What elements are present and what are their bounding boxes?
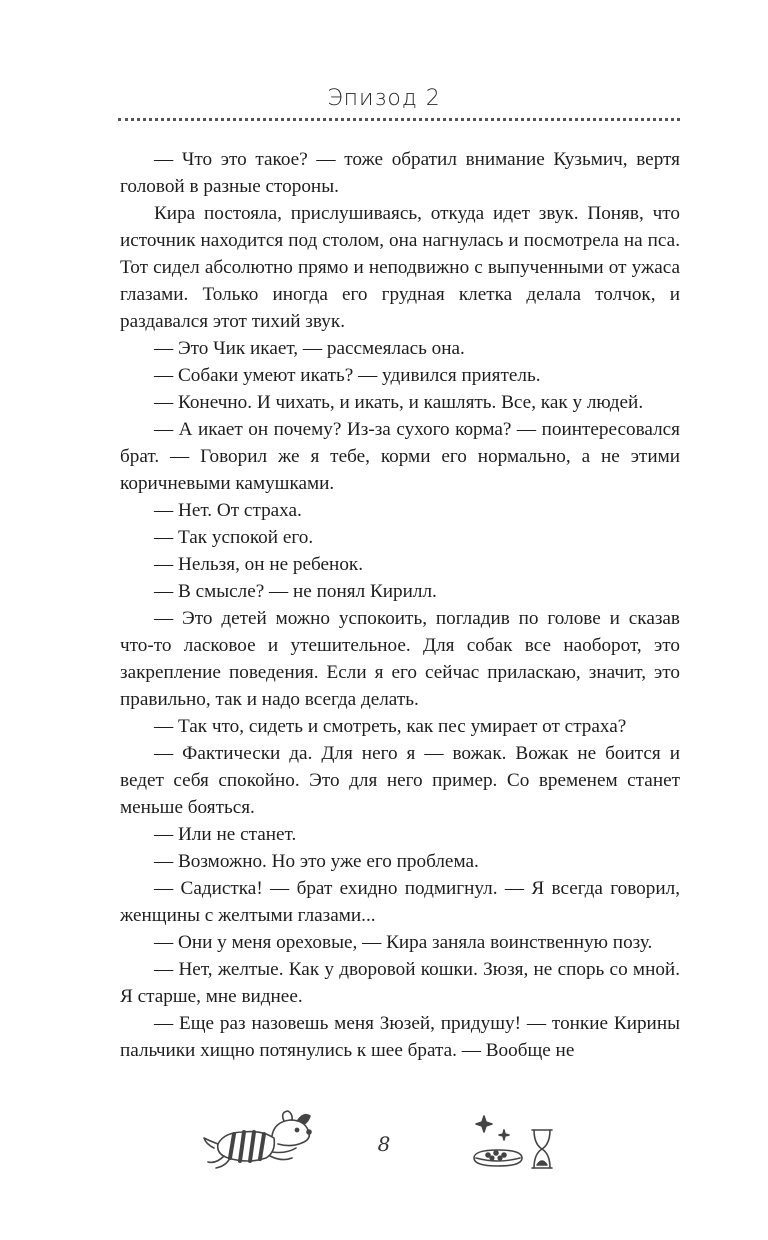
paragraph: — Собаки умеют икать? — удивился приятель. bbox=[154, 365, 541, 386]
paragraph: — Фактически да. Для него я — вожак. Вожак не боится и ведет себя спокойно. Это для него пример. Со временем станет меньше бояться. bbox=[120, 743, 680, 818]
paragraph: — Возможно. Но это уже его проблема. bbox=[154, 851, 479, 872]
paragraph: — Нельзя, он не ребенок. bbox=[154, 554, 364, 575]
paragraph: — А икает он почему? Из-за сухого корма? — поинтересовался брат. — Говорил же я тебе, корми его нормально, а не этими коричневыми камушками. bbox=[120, 419, 680, 494]
paragraph: — Еще раз назовешь меня Зюзей, придушу! — тонкие Кирины пальчики хищно потянулись к шее брата. — Вообще не bbox=[120, 1013, 680, 1061]
paragraph: — Они у меня ореховые, — Кира заняла воинственную позу. bbox=[154, 932, 653, 953]
paragraph: — Нет, желтые. Как у дворовой кошки. Зюзя, не спорь со мной. Я старше, мне виднее. bbox=[120, 959, 680, 1007]
paragraph: — Что это такое? — тоже обратил внимание Кузьмич, вертя головой в разные стороны. bbox=[120, 149, 680, 197]
paragraph: — Конечно. И чихать, и икать, и кашлять. Все, как у людей. bbox=[154, 392, 644, 413]
paragraph: — Это Чик икает, — рассмеялась она. bbox=[154, 338, 465, 359]
paragraph: — Так что, сидеть и смотреть, как пес умирает от страха? bbox=[154, 716, 627, 737]
header-dotted-divider bbox=[118, 118, 680, 121]
page-number: 8 bbox=[377, 1132, 391, 1156]
paragraph: Кира постояла, прислушиваясь, откуда идет звук. Поняв, что источник находится под столом, она нагнулась и посмотрела на пса. Тот сидел абсолютно прямо и неподвижно с выпученными от ужаса глазами. Только иногда его грудная клетка делала толчок, и раздавался этот тихий звук. bbox=[120, 203, 680, 332]
paragraph: — Нет. От страха. bbox=[154, 500, 302, 521]
body-text bbox=[120, 146, 680, 1064]
food-bowl-hourglass-icon bbox=[470, 1110, 560, 1175]
paragraph: — Это детей можно успокоить, погладив по голове и сказав что-то ласковое и утешительное. Для собак все наоборот, это закрепление поведения. Если я его сейчас приласкаю, значит, это правильно, так и надо всегда делать. bbox=[120, 608, 680, 710]
running-head-title: Эпизод 2 bbox=[327, 86, 441, 111]
paragraph: — Или не станет. bbox=[154, 824, 297, 845]
paragraph: — Так успокой его. bbox=[154, 527, 314, 548]
paragraph: — В смысле? — не понял Кирилл. bbox=[154, 581, 437, 602]
paragraph: — Садистка! — брат ехидно подмигнул. — Я всегда говорил, женщины с желтыми глазами... bbox=[120, 878, 680, 926]
